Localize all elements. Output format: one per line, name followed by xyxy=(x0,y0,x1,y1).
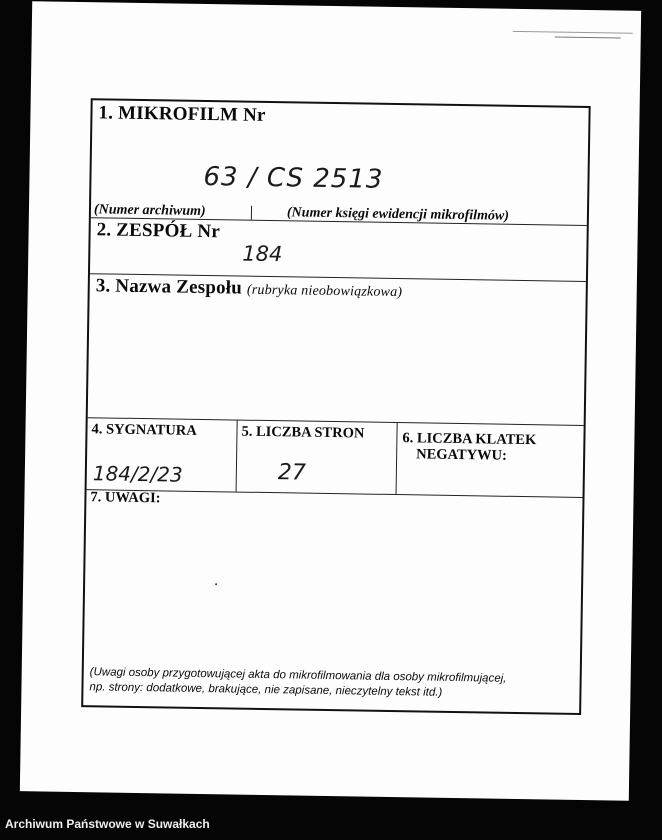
register-number-label: (Numer księgi ewidencji mikrofilmów) xyxy=(286,205,510,224)
section-fonds-name xyxy=(88,273,586,426)
section-details xyxy=(87,417,584,498)
microfilm-form xyxy=(81,98,591,715)
remarks-instructions: (Uwagi osoby przygotowującej akta do mikrofilmowania dla osoby mikrofilmującej, np. strony: dodatkowe, brakujące, nie zapisane, nieczytelny tekst itd.) xyxy=(89,666,507,699)
section-microfilm-number xyxy=(91,100,589,226)
page-count-cell xyxy=(236,420,398,495)
archive-number-label: (Numer archiwum) xyxy=(93,202,206,220)
negative-frames-heading-1: 6. LICZBA KLATEK xyxy=(402,430,537,449)
scan-artifacts xyxy=(513,31,633,39)
remarks-heading: 7. UWAGI: xyxy=(90,489,161,507)
document-sheet xyxy=(20,1,641,800)
fonds-name-heading: 3. Nazwa Zespołu (rubryka nieobowiązkowa) xyxy=(95,275,403,301)
signature-value: 184/2/23 xyxy=(92,461,183,487)
signature-cell xyxy=(87,417,238,491)
section-remarks xyxy=(83,489,582,713)
speck xyxy=(215,583,217,585)
fonds-heading: 2. ZESPÓŁ Nr xyxy=(96,219,221,243)
page-count-value: 27 xyxy=(277,460,307,486)
signature-heading: 4. SYGNATURA xyxy=(91,421,197,439)
optional-note: (rubryka nieobowiązkowa) xyxy=(246,282,403,301)
archive-footer: Archiwum Państwowe w Suwałkach xyxy=(5,817,210,831)
microfilm-number-value: 63 / CS 2513 xyxy=(203,161,384,195)
negative-frames-cell xyxy=(396,422,584,497)
negative-frames-heading-2: NEGATYWU: xyxy=(416,446,508,464)
page-count-heading: 5. LICZBA STRON xyxy=(241,423,365,442)
section-fonds-number xyxy=(90,217,587,282)
fonds-number-value: 184 xyxy=(242,241,283,267)
microfilm-heading: 1. MIKROFILM Nr xyxy=(98,102,266,126)
field-separator xyxy=(251,206,252,220)
